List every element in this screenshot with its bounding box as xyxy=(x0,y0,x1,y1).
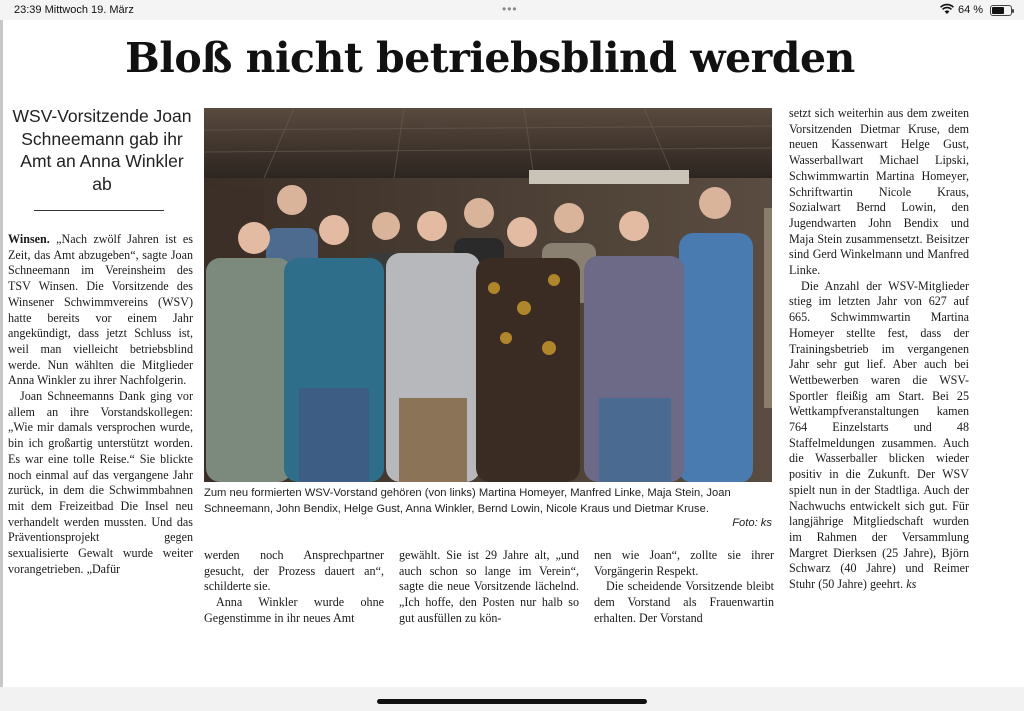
photo-credit: Foto: ks xyxy=(732,517,772,529)
text-column-1 xyxy=(8,232,193,577)
battery-icon xyxy=(990,5,1012,16)
paragraph: werden noch Ansprechpartner gesucht, der Prozess dauert an“, schilderte sie. xyxy=(204,548,384,594)
paragraph-text: Die Anzahl der WSV-Mitglieder stieg im letzten Jahr von 627 auf 665. Schwimmwartin Martina Homeyer stellte fest, dass der Trainingsbetrieb im vergangenen Jahr sehr gut lief. Aber auch bei Wettbewerben waren die WSV-Sportler fleißig am Start. Bei 25 Wettkampfveranstaltungen kamen 764 Einzelstarts und 48 Staffelmeldungen zusammen. Auch die Wasserballer blicken wieder positiv in die Zukunft. Der WSV spielt nun in der Stadtliga. Auch der Nachwuchs entwickelt sich gut. Für langjährige Mitgliedschaft wurden im Rahmen der Versammlung Margret Dierksen (25 Jahre), Björn Schwarz (40 Jahre) und Reimer Stuhr (50 Jahre) geehrt. xyxy=(789,278,969,592)
page-edge xyxy=(0,20,3,687)
text-column-5 xyxy=(789,106,969,593)
status-bar xyxy=(0,0,1024,20)
paragraph: Die scheidende Vorsitzende bleibt dem Vorstand als Frauenwartin erhalten. Der Vorstand xyxy=(594,579,774,625)
battery-percent: 64 % xyxy=(958,4,984,16)
multitasking-dots[interactable]: ••• xyxy=(502,2,518,16)
paragraph: Anna Winkler wurde ohne Gegenstimme in ihr neues Amt xyxy=(204,595,384,625)
wifi-icon xyxy=(940,3,954,15)
text-column-3 xyxy=(399,548,579,627)
article-headline: Bloß nicht betriebsblind werden xyxy=(125,34,855,82)
subhead-divider xyxy=(34,210,164,211)
paragraph-text: „Nach zwölf Jahren ist es Zeit, das Amt abzugeben“, sagte Joan Schneemann im Vereinsheim des TSV Winsen. Die Vorsitzende des Winsener Schwimmvereins (WSV) hatte bereits vor einem Jahr angekündigt, dass jetzt Schluss ist, weil man vielleicht betriebsblind werde. Nun wählten die Mitglieder Anna Winkler zu ihrer Nachfolgerin. xyxy=(8,232,193,388)
group-photo-illustration xyxy=(204,108,772,482)
article-subhead: WSV-Vorsitzende Joan Schneemann gab ihr Amt an Anna Winkler ab xyxy=(12,106,192,194)
paragraph: gewählt. Sie ist 29 Jahre alt, „und auch schon so lange im Verein“, sagte die neue Vorsitzende lächelnd. „Ich hoffe, den Posten nur halb so gut ausfüllen zu kön- xyxy=(399,548,579,625)
text-column-4 xyxy=(594,548,774,627)
paragraph: Joan Schneemanns Dank ging vor allem an ihre Vorstandskollegen: „Wie mir damals versprochen wurde, bin ich großartig unterstützt worden. Es war eine tolle Reise.“ Sie blickte noch einmal auf das vergangene Jahr zurück, in dem die Schwimmbahnen mit dem Freizeitbad Die Insel neu verhandelt werden mussten. Und das Präventionsprojekt gegen sexualisierte Gewalt wurde weiter vorangetrieben. „Dafür xyxy=(8,389,193,576)
author-sign: ks xyxy=(906,577,917,592)
home-indicator[interactable] xyxy=(377,699,647,704)
status-time-date: 23:39 Mittwoch 19. März xyxy=(14,4,134,16)
paragraph xyxy=(789,279,969,593)
paragraph xyxy=(8,232,193,389)
group-photo xyxy=(204,108,772,482)
paragraph: setzt sich weiterhin aus dem zweiten Vorsitzenden Dietmar Kruse, dem neuen Kassenwart Helge Gust, Wasserballwart Michael Lipski, Schwimmwartin Martina Homeyer, Schriftwartin Nicole Kraus, Sozialwart Bernd Lowin, den Jugendwarten John Bendix und Maja Stein zusammensetzt. Beisitzer sind Gerd Winkelmann und Manfred Linke. xyxy=(789,106,969,278)
paragraph: nen wie Joan“, zollte sie ihrer Vorgängerin Respekt. xyxy=(594,548,774,578)
text-column-2 xyxy=(204,548,384,627)
dateline: Winsen. xyxy=(8,232,50,246)
photo-caption: Zum neu formierten WSV-Vorstand gehören (von links) Martina Homeyer, Manfred Linke, Maja Stein, Joan Schneemann, John Bendix, Helge Gust, Anna Winkler, Bernd Lowin, Nicole Kraus und Dietmar Kruse. xyxy=(204,487,731,515)
